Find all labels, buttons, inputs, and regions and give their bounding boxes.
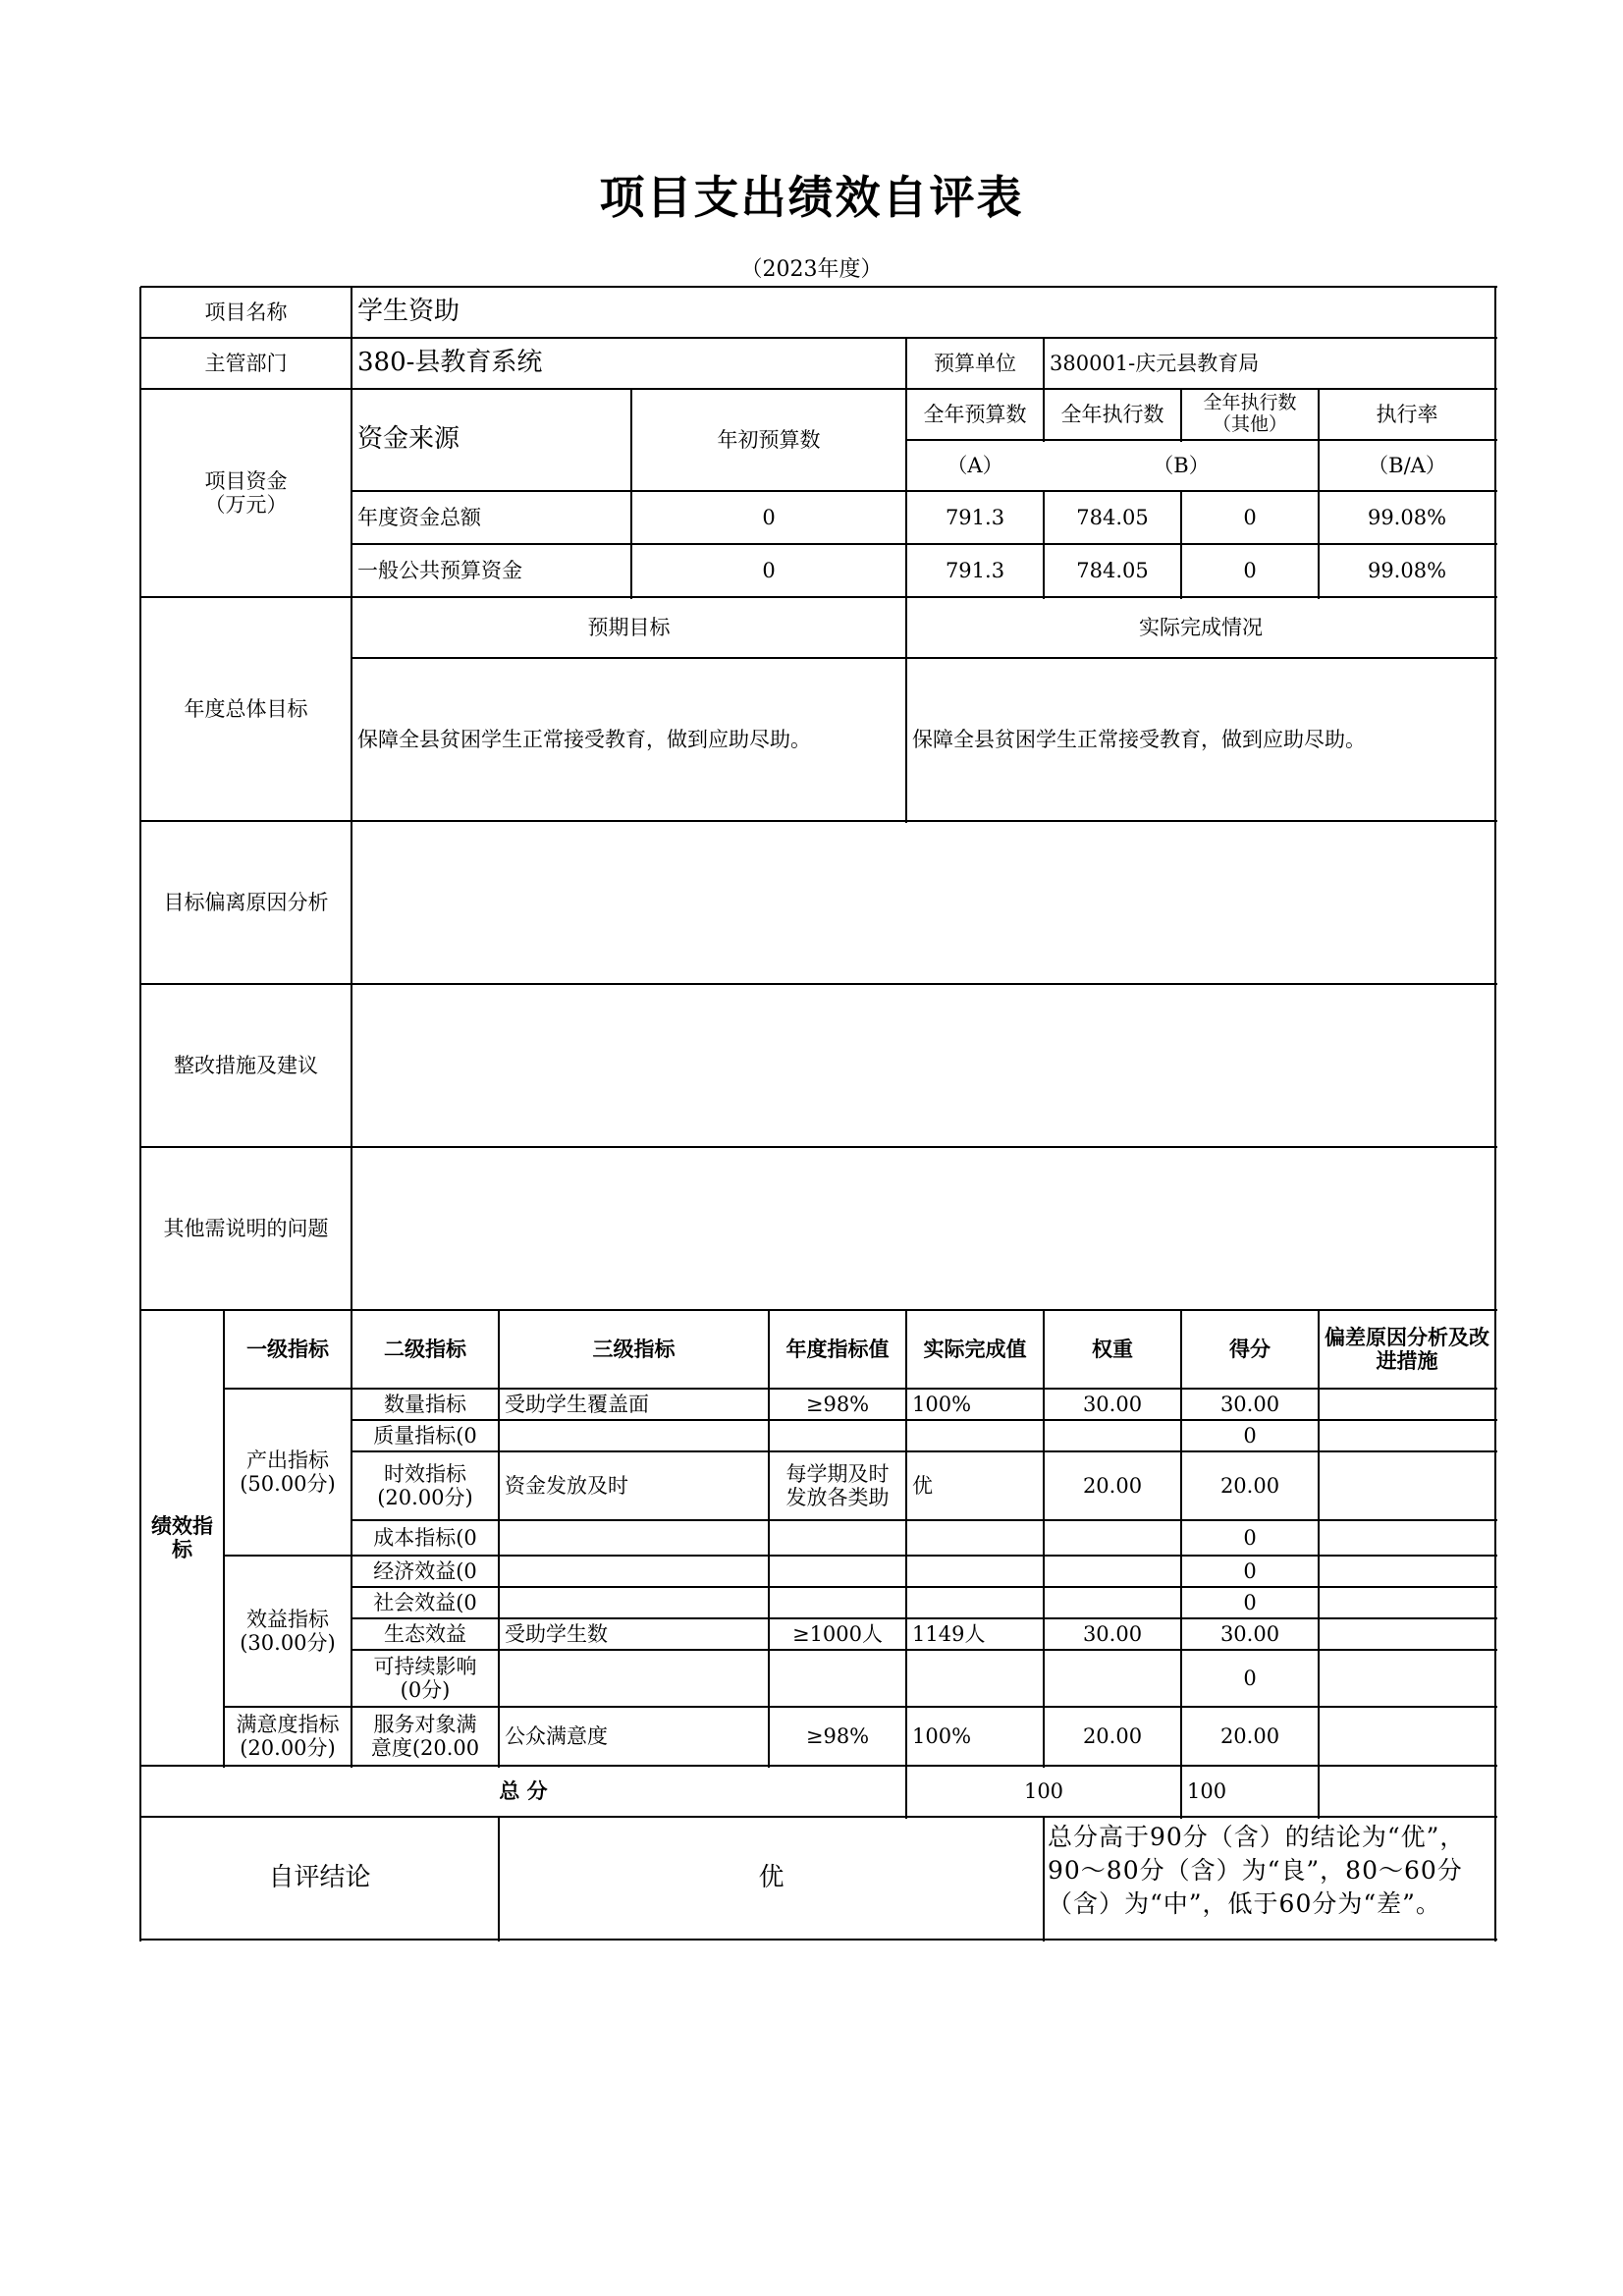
indicator-cell-deviation [1319, 1587, 1495, 1618]
indicator-cell-actual [906, 1520, 1044, 1556]
group-output: 产出指标 (50.00分) [240, 1448, 336, 1496]
indicator-cell-actual: 优 [912, 1473, 933, 1498]
grid-line [224, 1555, 1497, 1557]
grid-line [140, 820, 1497, 822]
indicator-cell-actual: 100% [912, 1392, 972, 1416]
indicator-cell-l2: 质量指标(0 [373, 1423, 477, 1448]
goals-expected-value: 保障全县贫困学生正常接受教育，做到应助尽助。 [357, 727, 811, 751]
grid-line [1043, 1817, 1045, 1941]
indicator-cell-weight: 30.00 [1082, 1621, 1143, 1646]
group-satisfaction: 满意度指标 (20.00分) [236, 1712, 340, 1760]
indicator-cell-l2: 时效指标 (20.00分) [377, 1461, 473, 1509]
indicator-header: 权重 [1092, 1336, 1133, 1361]
grid-line [1043, 338, 1045, 391]
indicator-cell-weight: 20.00 [1082, 1723, 1143, 1748]
grid-line [140, 286, 1497, 288]
indicator-cell-deviation [1319, 1618, 1495, 1650]
grid-line [224, 1706, 1497, 1708]
grid-line [352, 657, 1497, 659]
grid-line [351, 287, 352, 1312]
indicator-cell-l3: 公众满意度 [505, 1723, 608, 1748]
group-benefit: 效益指标 (30.00分) [240, 1607, 336, 1655]
grid-line [140, 1309, 1497, 1311]
grid-line [1043, 491, 1045, 599]
indicator-cell-actual [906, 1556, 1044, 1587]
indicator-cell-weight [1044, 1420, 1181, 1451]
goals-label: 年度总体目标 [184, 696, 308, 721]
total-score: 100 [1187, 1778, 1227, 1803]
indicator-cell-l2: 数量指标 [384, 1392, 466, 1416]
indicator-header: 得分 [1229, 1336, 1271, 1361]
grid-line [905, 1766, 907, 1819]
grid-line [1043, 389, 1045, 442]
indicator-cell-l3 [499, 1556, 769, 1587]
funds-a-label: （A） [947, 453, 1003, 477]
indicator-cell-target: ≥98% [805, 1723, 870, 1748]
grid-line [498, 1310, 500, 1768]
dept-value: 380-县教育系统 [357, 348, 543, 378]
page-title: 项目支出绩效自评表 [599, 171, 1024, 224]
grid-line [352, 1419, 1497, 1421]
indicator-cell-l3: 受助学生覆盖面 [505, 1392, 649, 1416]
funds-row-initial: 0 [762, 505, 776, 529]
grid-line [140, 337, 1497, 339]
grid-line [139, 287, 141, 1941]
indicator-cell-target [769, 1650, 906, 1707]
funds-row-other: 0 [1243, 505, 1257, 529]
goals-actual-label: 实际完成情况 [1139, 615, 1263, 639]
indicator-cell-score: 30.00 [1219, 1392, 1280, 1416]
grid-line [352, 543, 1497, 545]
funds-row-name: 年度资金总额 [357, 505, 481, 529]
funds-exec-label: 全年执行数 [1060, 402, 1164, 426]
funds-row-name: 一般公共预算资金 [357, 558, 522, 582]
indicator-cell-weight [1044, 1587, 1181, 1618]
indicators-side-label: 绩效指标 [151, 1512, 213, 1561]
indicator-cell-score: 30.00 [1219, 1621, 1280, 1646]
grid-line [905, 389, 907, 823]
funds-b-label: （B） [1153, 453, 1210, 477]
funds-exec-other-label: 全年执行数（其他） [1203, 392, 1297, 435]
indicator-cell-l2: 经济效益(0 [373, 1558, 477, 1583]
indicator-cell-actual [906, 1420, 1044, 1451]
indicator-header: 偏差原因分析及改进措施 [1325, 1324, 1489, 1373]
funds-rate-label: 执行率 [1376, 402, 1438, 426]
grid-line [768, 1310, 770, 1768]
indicator-cell-target: 每学期及时 发放各类助 [785, 1461, 890, 1509]
dept-label: 主管部门 [204, 351, 288, 375]
grid-line [906, 439, 1497, 441]
indicator-cell-l3 [499, 1420, 769, 1451]
funds-row-initial: 0 [762, 558, 776, 582]
indicator-cell-l2: 生态效益 [384, 1621, 466, 1646]
grid-line [1180, 389, 1182, 442]
indicator-header: 三级指标 [592, 1336, 676, 1361]
grid-line [905, 1310, 907, 1768]
indicator-cell-deviation [1319, 1520, 1495, 1556]
indicator-cell-target [769, 1520, 906, 1556]
grid-line [630, 389, 632, 599]
indicator-cell-target: ≥98% [805, 1392, 870, 1416]
indicator-cell-deviation [1319, 1389, 1495, 1420]
grid-line [352, 490, 1497, 492]
indicator-cell-deviation [1319, 1420, 1495, 1451]
grid-line [352, 1586, 1497, 1588]
grid-line [498, 1817, 500, 1941]
indicator-cell-l3 [499, 1650, 769, 1707]
indicator-cell-l3: 资金发放及时 [505, 1473, 628, 1498]
grid-line [140, 1146, 1497, 1148]
indicator-cell-score: 0 [1243, 1666, 1257, 1690]
indicator-cell-score: 0 [1243, 1525, 1257, 1550]
indicator-cell-deviation [1319, 1451, 1495, 1520]
grid-line [1043, 1310, 1045, 1768]
indicator-cell-target: ≥1000人 [791, 1621, 884, 1646]
funds-ba-label: （B/A） [1368, 453, 1446, 477]
grid-line [140, 388, 1497, 390]
funds-row-annual: 791.3 [945, 505, 1005, 529]
grid-line [905, 338, 907, 391]
indicator-header: 一级指标 [246, 1336, 329, 1361]
project-name-label: 项目名称 [204, 300, 288, 324]
project-name-value: 学生资助 [357, 297, 460, 327]
indicator-header: 二级指标 [384, 1336, 466, 1361]
goals-actual-value: 保障全县贫困学生正常接受教育，做到应助尽助。 [912, 727, 1366, 751]
indicator-cell-target [769, 1420, 906, 1451]
grid-line [140, 983, 1497, 985]
total-label: 总 分 [499, 1777, 548, 1803]
conclusion-note: 总分高于90分（含）的结论为“优”，90～80分（含）为“良”，80～60分（含）为“中”，低于60分为“差”。 [1048, 1823, 1466, 1918]
indicator-cell-deviation [1319, 1707, 1495, 1766]
evaluation-table [140, 287, 1495, 1940]
grid-line [1318, 389, 1320, 599]
goals-expected-label: 预期目标 [587, 615, 671, 639]
indicator-cell-score: 20.00 [1219, 1473, 1280, 1498]
funds-row-other: 0 [1243, 558, 1257, 582]
indicator-cell-weight [1044, 1556, 1181, 1587]
grid-line [1180, 1310, 1182, 1768]
grid-line [352, 1519, 1497, 1521]
funds-row-rate: 99.08% [1367, 558, 1447, 582]
unit-value: 380001-庆元县教育局 [1050, 351, 1260, 375]
grid-line [1318, 1766, 1320, 1819]
funds-source-label: 资金来源 [357, 424, 460, 455]
grid-line [1180, 1766, 1182, 1819]
conclusion-value: 优 [758, 1862, 784, 1892]
grid-line [352, 1450, 1497, 1452]
funds-initial-label: 年初预算数 [717, 427, 821, 452]
indicator-header: 年度指标值 [785, 1336, 890, 1361]
indicator-cell-target [769, 1556, 906, 1587]
grid-line [1318, 1310, 1320, 1768]
conclusion-label: 自评结论 [268, 1862, 371, 1892]
indicator-cell-score: 0 [1243, 1558, 1257, 1583]
indicator-cell-score: 0 [1243, 1590, 1257, 1614]
indicator-cell-l3 [499, 1587, 769, 1618]
total-weight: 100 [1023, 1778, 1064, 1803]
grid-line [1180, 491, 1182, 599]
funds-row-exec: 784.05 [1076, 558, 1149, 582]
indicator-cell-deviation [1319, 1556, 1495, 1587]
indicator-cell-l3 [499, 1520, 769, 1556]
funds-label: 项目资金 （万元） [204, 468, 288, 517]
indicator-cell-deviation [1319, 1650, 1495, 1707]
grid-line [223, 1310, 225, 1768]
indicator-cell-l2: 社会效益(0 [373, 1590, 477, 1614]
indicator-cell-l2: 服务对象满 意度(20.00 [370, 1712, 480, 1760]
indicator-cell-weight [1044, 1520, 1181, 1556]
grid-line [140, 1765, 1497, 1767]
indicator-cell-l3: 受助学生数 [505, 1621, 608, 1646]
unit-label: 预算单位 [934, 351, 1016, 375]
indicator-cell-weight: 30.00 [1082, 1392, 1143, 1416]
grid-line [140, 1816, 1497, 1818]
indicator-cell-score: 20.00 [1219, 1723, 1280, 1748]
funds-row-rate: 99.08% [1367, 505, 1447, 529]
report-year: （2023年度） [740, 257, 883, 282]
rectify-label: 整改措施及建议 [174, 1053, 318, 1077]
funds-row-exec: 784.05 [1076, 505, 1149, 529]
deviation-label: 目标偏离原因分析 [163, 890, 329, 914]
grid-line [1494, 287, 1496, 1941]
indicator-cell-weight: 20.00 [1082, 1473, 1143, 1498]
funds-annual-label: 全年预算数 [923, 402, 1027, 426]
grid-line [352, 1617, 1497, 1619]
grid-line [140, 1939, 1497, 1941]
indicator-cell-actual [906, 1650, 1044, 1707]
grid-line [224, 1388, 1497, 1390]
indicator-cell-actual: 100% [912, 1723, 972, 1748]
grid-line [351, 1310, 352, 1768]
grid-line [140, 596, 1497, 598]
other-label: 其他需说明的问题 [163, 1216, 329, 1240]
indicator-cell-l2: 成本指标(0 [373, 1525, 477, 1550]
indicator-cell-l2: 可持续影响 (0分) [373, 1654, 477, 1702]
funds-row-annual: 791.3 [945, 558, 1005, 582]
indicator-cell-actual [906, 1587, 1044, 1618]
indicator-cell-target [769, 1587, 906, 1618]
grid-line [352, 1649, 1497, 1651]
indicator-header: 实际完成值 [923, 1336, 1027, 1361]
indicator-cell-score: 0 [1243, 1423, 1257, 1448]
indicator-cell-actual: 1149人 [912, 1621, 986, 1646]
indicator-cell-weight [1044, 1650, 1181, 1707]
